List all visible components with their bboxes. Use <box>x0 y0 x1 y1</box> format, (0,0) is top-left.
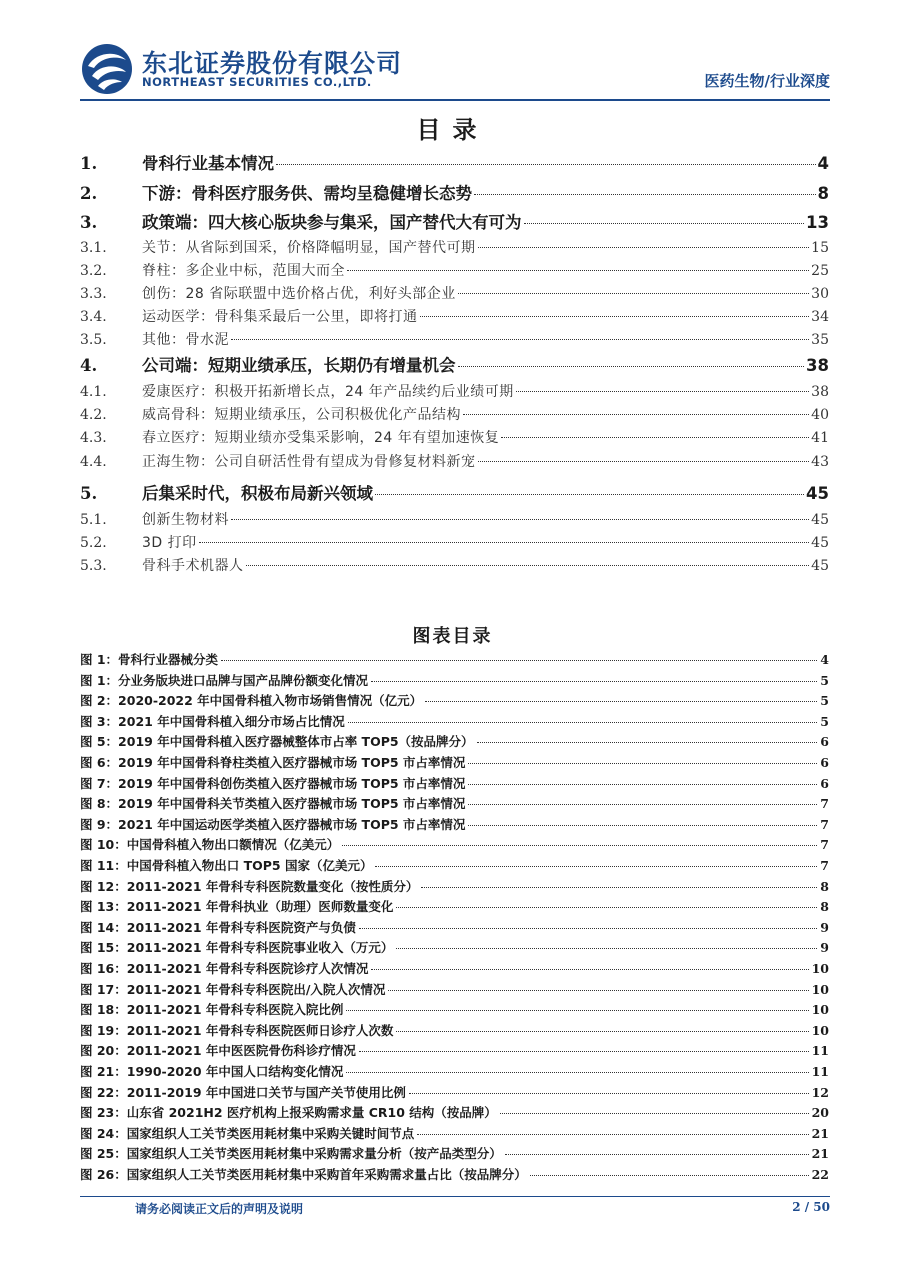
figure-leader-dots <box>425 701 817 702</box>
figure-entry-title: 图 21：1990-2020 年中国人口结构变化情况 <box>80 1064 344 1079</box>
figure-entry[interactable] <box>80 691 829 709</box>
figure-entry-page: 21 <box>811 1146 829 1162</box>
toc-entry-page: 45 <box>811 535 829 551</box>
figure-entry-page: 21 <box>811 1125 829 1141</box>
figure-entry-page: 6 <box>820 734 829 750</box>
figure-leader-dots <box>417 1134 808 1135</box>
figure-entry-title: 图 26：国家组织人工关节类医用耗材集中采购首年采购需求量占比（按品牌分） <box>80 1167 527 1182</box>
toc-leader-dots <box>375 494 804 495</box>
figure-entry[interactable] <box>80 650 829 668</box>
figure-entry-page: 11 <box>811 1043 829 1059</box>
figure-entry-title: 图 1：分业务版块进口品牌与国产品牌份额变化情况 <box>80 672 369 688</box>
toc-leader-dots <box>420 316 810 317</box>
figure-entry-page: 6 <box>820 755 829 770</box>
figure-entry-page: 5 <box>820 672 829 688</box>
toc-entry-title: 骨科手术机器人 <box>142 558 244 574</box>
toc-entry-title: 3D 打印 <box>142 535 197 551</box>
toc-entry-title: 春立医疗：短期业绩亦受集采影响，24 年有望加速恢复 <box>142 430 500 446</box>
figure-entry-page: 6 <box>820 775 829 791</box>
figure-entry[interactable] <box>80 959 829 977</box>
figure-entry-title: 图 9：2021 年中国运动医学类植入医疗器械市场 TOP5 市占率情况 <box>80 816 466 832</box>
toc-entry[interactable] <box>80 352 829 376</box>
toc-entry[interactable] <box>80 509 829 529</box>
toc-entry[interactable] <box>80 451 829 471</box>
toc-entry[interactable] <box>80 150 829 174</box>
toc-entry-title: 爱康医疗：积极开拓新增长点，24 年产品续约后业绩可期 <box>142 384 514 400</box>
figure-leader-dots <box>421 887 817 888</box>
figure-entry-page: 7 <box>820 837 829 853</box>
figure-entry-title: 图 14：2011-2021 年骨科专科医院资产与负债 <box>80 919 356 935</box>
figure-entry-page: 7 <box>820 796 829 812</box>
figure-entry[interactable] <box>80 753 829 771</box>
figure-entry-title: 图 25：国家组织人工关节类医用耗材集中采购需求量分析（按产品类型分） <box>80 1146 502 1162</box>
figure-entry-title: 图 11：中国骨科植入物出口 TOP5 国家（亿美元） <box>80 858 373 873</box>
toc-entry[interactable] <box>80 306 829 326</box>
figure-list-title: 图表目录 <box>412 626 493 647</box>
toc-entry-title: 后集采时代，积极布局新兴领域 <box>142 484 373 503</box>
figure-leader-dots <box>500 1113 809 1114</box>
toc-entry-title: 创新生物材料 <box>142 512 229 528</box>
figure-entry-title: 图 7：2019 年中国骨科创伤类植入医疗器械市场 TOP5 市占率情况 <box>80 775 466 791</box>
toc-leader-dots <box>501 437 809 438</box>
figure-entry[interactable] <box>80 774 829 792</box>
figure-entry[interactable] <box>80 1165 829 1183</box>
toc-entry-page: 25 <box>811 263 829 279</box>
figure-leader-dots <box>348 722 818 723</box>
toc-entry-title: 创伤：28 省际联盟中选价格占优，利好头部企业 <box>142 286 456 302</box>
figure-entry[interactable] <box>80 835 829 853</box>
figure-entry[interactable] <box>80 1103 829 1121</box>
figure-entry-title: 图 22：2011-2019 年中国进口关节与国产关节使用比例 <box>80 1084 406 1100</box>
toc-leader-dots <box>524 223 805 224</box>
toc-entry-title: 其他：骨水泥 <box>142 332 229 348</box>
toc-leader-dots <box>478 461 810 462</box>
figure-entry[interactable] <box>80 938 829 956</box>
toc-entry-number: 4.1. <box>80 384 107 400</box>
toc-entry-number: 3.1. <box>80 240 107 256</box>
toc-entry[interactable] <box>80 329 829 349</box>
toc-entry-number: 5.3. <box>80 558 107 574</box>
figure-leader-dots <box>346 1072 808 1073</box>
figure-entry-page: 20 <box>811 1105 829 1121</box>
figure-entry-page: 10 <box>811 1022 829 1038</box>
figure-entry-page: 5 <box>820 693 829 709</box>
toc-entry[interactable] <box>80 555 829 575</box>
figure-leader-dots <box>359 928 817 929</box>
toc-entry[interactable] <box>80 180 829 204</box>
toc-entry-number: 3.4. <box>80 309 107 325</box>
figure-entry[interactable] <box>80 877 829 895</box>
figure-entry[interactable] <box>80 815 829 833</box>
toc-entry-title: 骨科行业基本情况 <box>142 154 274 173</box>
figure-entry-title: 图 1：骨科行业器械分类 <box>80 652 219 667</box>
figure-entry-page: 7 <box>820 816 829 832</box>
toc-entry-page: 30 <box>811 286 829 302</box>
figure-entry-page: 7 <box>820 858 829 873</box>
figure-entry[interactable] <box>80 732 829 750</box>
figure-entry-title: 图 24：国家组织人工关节类医用耗材集中采购关键时间节点 <box>80 1125 415 1141</box>
toc-entry-title: 政策端：四大核心版块参与集采，国产替代大有可为 <box>142 213 522 232</box>
figure-leader-dots <box>409 1093 809 1094</box>
toc-entry-page: 34 <box>811 309 829 325</box>
toc-entry-title: 公司端：短期业绩承压，长期仍有增量机会 <box>142 356 456 375</box>
figure-entry-title: 图 16：2011-2021 年骨科专科医院诊疗人次情况 <box>80 961 369 976</box>
toc-leader-dots <box>276 164 816 165</box>
figure-entry[interactable] <box>80 1144 829 1162</box>
toc-entry[interactable] <box>80 209 829 233</box>
toc-entry[interactable] <box>80 237 829 257</box>
figure-leader-dots <box>221 660 817 661</box>
toc-entry-number: 1. <box>80 154 98 173</box>
figure-entry-page: 9 <box>820 940 829 956</box>
toc-entry-number: 3.5. <box>80 332 107 348</box>
figure-entry-page: 5 <box>820 713 829 729</box>
figure-leader-dots <box>342 845 817 846</box>
figure-entry-page: 12 <box>811 1084 829 1100</box>
toc-entry-page: 41 <box>811 430 829 446</box>
toc-entry-title: 正海生物：公司自研活性骨有望成为骨修复材料新宠 <box>142 454 476 470</box>
toc-entry-number: 3.2. <box>80 263 107 279</box>
figure-leader-dots <box>396 1031 808 1032</box>
toc-entry-title: 威高骨科：短期业绩承压，公司积极优化产品结构 <box>142 407 461 423</box>
toc-entry[interactable] <box>80 260 829 280</box>
figure-entry-title: 图 23：山东省 2021H2 医疗机构上报采购需求量 CR10 结构（按品牌） <box>80 1105 497 1121</box>
figure-leader-dots <box>530 1175 809 1176</box>
toc-leader-dots <box>231 339 809 340</box>
toc-entry-page: 15 <box>811 240 829 256</box>
figure-leader-dots <box>477 742 818 743</box>
toc-entry-title: 脊柱：多企业中标，范围大而全 <box>142 263 345 279</box>
figure-entry-title: 图 10：中国骨科植入物出口额情况（亿美元） <box>80 837 340 853</box>
figure-entry[interactable] <box>80 1124 829 1142</box>
figure-entry[interactable] <box>80 1083 829 1101</box>
company-name-cn: 东北证券股份有限公司 <box>142 49 403 78</box>
figure-entry-page: 9 <box>820 919 829 935</box>
figure-leader-dots <box>388 990 808 991</box>
toc-entry-number: 4.2. <box>80 407 107 423</box>
toc-entry-page: 45 <box>811 512 829 528</box>
figure-leader-dots <box>468 825 817 826</box>
figure-entry-page: 10 <box>811 1002 829 1018</box>
figure-entry-title: 图 19：2011-2021 年骨科专科医院医师日诊疗人次数 <box>80 1022 394 1038</box>
company-logo-icon <box>80 42 134 96</box>
toc-leader-dots <box>478 247 810 248</box>
disclaimer-note: 请务必阅读正文后的声明及说明 <box>135 1202 304 1216</box>
toc-entry-page: 8 <box>817 184 829 203</box>
figure-entry-title: 图 12：2011-2021 年骨科专科医院数量变化（按性质分） <box>80 878 419 894</box>
toc-entry[interactable] <box>80 532 829 552</box>
figure-entry[interactable] <box>80 671 829 689</box>
toc-entry-number: 3. <box>80 213 98 232</box>
toc-entry-page: 45 <box>806 484 829 503</box>
toc-entry-title: 关节：从省际到国采，价格降幅明显，国产替代可期 <box>142 240 476 256</box>
figure-entry[interactable] <box>80 897 829 915</box>
figure-entry-title: 图 2：2020-2022 年中国骨科植入物市场销售情况（亿元） <box>80 693 423 709</box>
figure-entry[interactable] <box>80 794 829 812</box>
header-divider <box>80 99 830 101</box>
figure-entry-title: 图 15：2011-2021 年骨科专科医院事业收入（万元） <box>80 940 394 956</box>
toc-leader-dots <box>347 270 809 271</box>
toc-entry-title: 运动医学：骨科集采最后一公里，即将打通 <box>142 309 418 325</box>
figure-entry-page: 10 <box>811 981 829 997</box>
figure-entry-page: 4 <box>820 652 829 667</box>
figure-entry-page: 11 <box>811 1064 829 1079</box>
toc-entry-number: 2. <box>80 184 98 203</box>
toc-entry-page: 38 <box>806 356 829 375</box>
figure-entry-page: 8 <box>820 899 829 915</box>
toc-entry-number: 5. <box>80 484 98 503</box>
figure-leader-dots <box>396 907 817 908</box>
figure-entry[interactable] <box>80 1041 829 1059</box>
page-header <box>80 40 830 98</box>
toc-entry-number: 4.3. <box>80 430 107 446</box>
toc-leader-dots <box>231 519 809 520</box>
toc-entry-page: 13 <box>806 213 829 232</box>
figure-entry-page: 22 <box>811 1167 829 1182</box>
toc-entry[interactable] <box>80 427 829 447</box>
figure-leader-dots <box>346 1010 808 1011</box>
toc-entry-page: 4 <box>817 154 829 173</box>
figure-entry-title: 图 3：2021 年中国骨科植入细分市场占比情况 <box>80 713 345 729</box>
figure-entry[interactable] <box>80 1021 829 1039</box>
footer-divider <box>80 1196 830 1197</box>
figure-entry-page: 10 <box>811 961 829 976</box>
page-number: 2 / 50 <box>792 1200 830 1214</box>
figure-leader-dots <box>375 866 817 867</box>
toc-entry-page: 45 <box>811 558 829 574</box>
figure-leader-dots <box>396 948 817 949</box>
toc-entry[interactable] <box>80 480 829 504</box>
toc-entry-page: 40 <box>811 407 829 423</box>
toc-entry-number: 5.1. <box>80 512 107 528</box>
figure-leader-dots <box>505 1154 809 1155</box>
figure-entry[interactable] <box>80 712 829 730</box>
toc-leader-dots <box>516 391 809 392</box>
figure-entry-title: 图 5：2019 年中国骨科植入医疗器械整体市占率 TOP5（按品牌分） <box>80 734 474 750</box>
figure-entry-title: 图 17：2011-2021 年骨科专科医院出/入院人次情况 <box>80 981 386 997</box>
toc-entry-page: 43 <box>811 454 829 470</box>
toc-entry-number: 5.2. <box>80 535 107 551</box>
figure-leader-dots <box>468 804 817 805</box>
figure-entry-title: 图 8：2019 年中国骨科关节类植入医疗器械市场 TOP5 市占率情况 <box>80 796 466 812</box>
toc-entry-number: 4. <box>80 356 98 375</box>
toc-entry[interactable] <box>80 381 829 401</box>
figure-entry[interactable] <box>80 1000 829 1018</box>
figure-entry-title: 图 18：2011-2021 年骨科专科医院入院比例 <box>80 1002 344 1018</box>
toc-entry-page: 35 <box>811 332 829 348</box>
toc-leader-dots <box>199 542 810 543</box>
toc-leader-dots <box>246 565 810 566</box>
figure-leader-dots <box>371 681 817 682</box>
figure-leader-dots <box>371 969 808 970</box>
toc-entry-title: 下游：骨科医疗服务供、需均呈稳健增长态势 <box>142 184 472 203</box>
figure-leader-dots <box>468 763 817 764</box>
company-name-en: NORTHEAST SECURITIES CO.,LTD. <box>142 75 372 89</box>
figure-entry-page: 8 <box>820 878 829 894</box>
figure-entry[interactable] <box>80 856 829 874</box>
figure-entry[interactable] <box>80 918 829 936</box>
document-type: 医药生物/行业深度 <box>704 72 830 90</box>
toc-entry-page: 38 <box>811 384 829 400</box>
toc-leader-dots <box>458 366 805 367</box>
figure-entry[interactable] <box>80 1062 829 1080</box>
figure-entry[interactable] <box>80 980 829 998</box>
figure-leader-dots <box>468 784 817 785</box>
toc-leader-dots <box>474 194 816 195</box>
toc-leader-dots <box>458 293 809 294</box>
toc-entry[interactable] <box>80 283 829 303</box>
toc-entry-number: 4.4. <box>80 454 107 470</box>
figure-entry-title: 图 6：2019 年中国骨科脊柱类植入医疗器械市场 TOP5 市占率情况 <box>80 755 466 770</box>
figure-leader-dots <box>359 1051 809 1052</box>
toc-entry-number: 3.3. <box>80 286 107 302</box>
toc-leader-dots <box>463 414 809 415</box>
figure-entry-title: 图 20：2011-2021 年中医医院骨伤科诊疗情况 <box>80 1043 356 1059</box>
figure-entry-title: 图 13：2011-2021 年骨科执业（助理）医师数量变化 <box>80 899 394 915</box>
toc-title: 目录 <box>416 116 489 144</box>
toc-entry[interactable] <box>80 404 829 424</box>
